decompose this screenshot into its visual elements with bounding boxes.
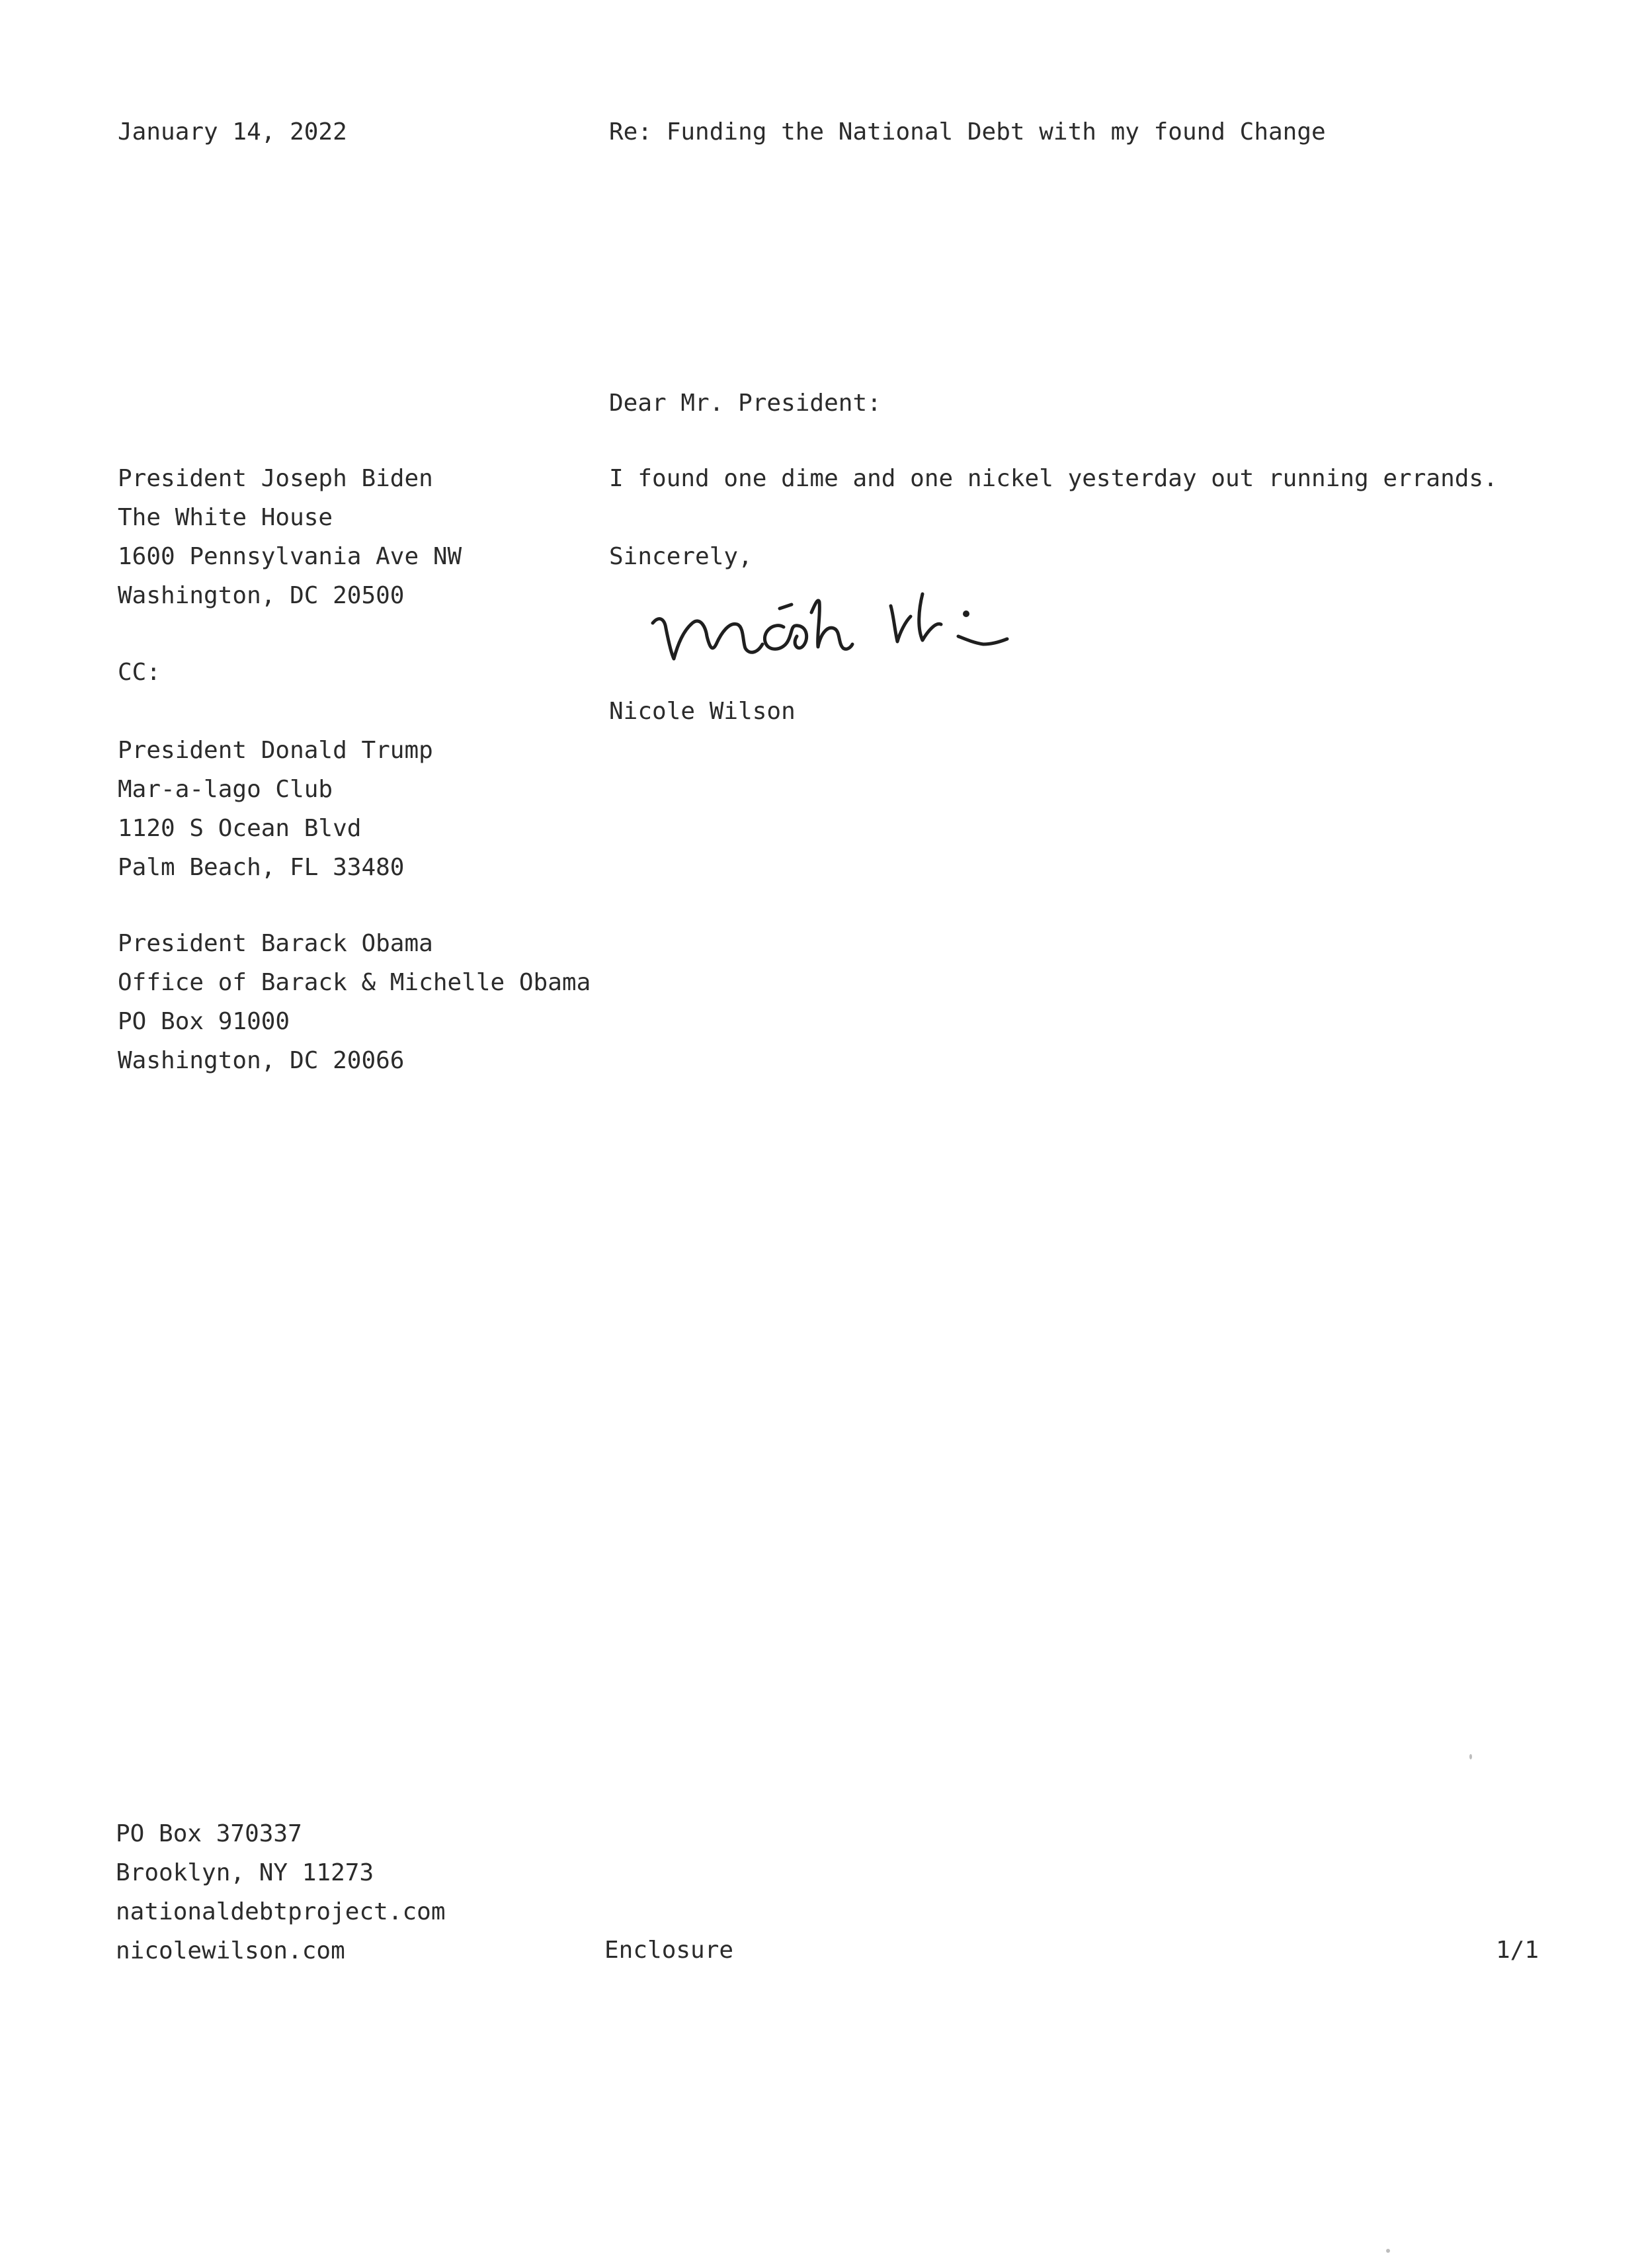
scan-speck (1386, 2249, 1390, 2253)
sender-address-line: PO Box 370337 (116, 1820, 302, 1847)
cc-address-line: PO Box 91000 (118, 1008, 290, 1035)
page-number: 1/1 (1496, 1937, 1539, 1964)
enclosure-note: Enclosure (604, 1937, 734, 1964)
cc-address-line: Palm Beach, FL 33480 (118, 854, 405, 881)
cc-address-line: Mar-a-lago Club (118, 776, 333, 803)
cc-address (118, 731, 433, 887)
signer-name: Nicole Wilson (609, 698, 796, 725)
body-paragraph: I found one dime and one nickel yesterday out running errands. (609, 465, 1498, 492)
cc-label: CC: (118, 659, 161, 686)
handwritten-signature-icon (645, 575, 1015, 675)
salutation: Dear Mr. President: (609, 390, 882, 417)
recipient-line: President Joseph Biden (118, 465, 433, 492)
letter-date: January 14, 2022 (118, 118, 347, 146)
recipient-line: Washington, DC 20500 (118, 582, 405, 609)
cc-address-line: President Donald Trump (118, 737, 433, 764)
cc-address-line: 1120 S Ocean Blvd (118, 815, 362, 842)
letter-subject: Re: Funding the National Debt with my found Change (609, 118, 1326, 146)
sender-address (116, 1814, 446, 1970)
cc-address-line: President Barack Obama (118, 930, 433, 957)
sender-address-line: Brooklyn, NY 11273 (116, 1859, 374, 1886)
recipient-line: 1600 Pennsylvania Ave NW (118, 543, 462, 570)
recipient-line: The White House (118, 504, 333, 531)
recipient-address (118, 459, 462, 615)
sender-website-link: nicolewilson.com (116, 1937, 345, 1964)
cc-address-line: Washington, DC 20066 (118, 1047, 405, 1074)
sender-website-link: nationaldebtproject.com (116, 1898, 446, 1925)
scan-speck (1469, 1754, 1472, 1759)
cc-address (118, 924, 591, 1080)
cc-address-line: Office of Barack & Michelle Obama (118, 969, 591, 996)
closing: Sincerely, (609, 543, 753, 570)
